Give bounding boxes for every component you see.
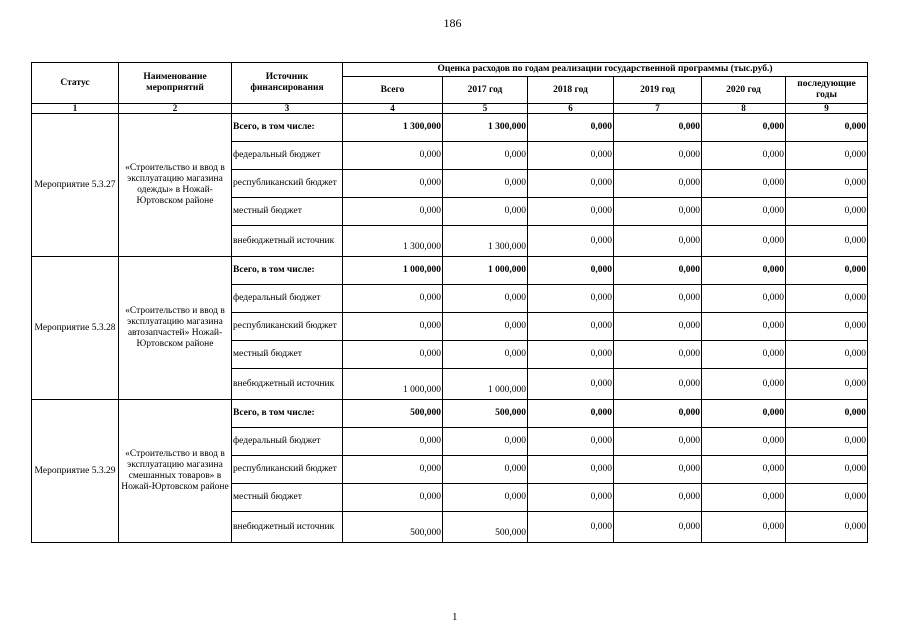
amount-cell: 0,000 [343,313,443,341]
amount-cell: 0,000 [528,313,614,341]
funding-source: Всего, в том числе: [232,400,343,428]
amount-cell: 0,000 [786,341,868,369]
amount-cell: 0,000 [443,456,528,484]
amount-cell: 1 000,000 [443,369,528,400]
amount-cell: 0,000 [786,285,868,313]
amount-cell: 0,000 [614,428,702,456]
funding-source: федеральный бюджет [232,142,343,170]
amount-cell: 0,000 [786,170,868,198]
header-later: последующие годы [786,77,868,104]
amount-cell: 0,000 [343,170,443,198]
column-number: 9 [786,104,868,114]
amount-cell: 0,000 [528,512,614,543]
amount-cell: 0,000 [786,114,868,142]
funding-source: Всего, в том числе: [232,114,343,142]
amount-cell: 500,000 [443,400,528,428]
column-number: 6 [528,104,614,114]
amount-cell: 0,000 [702,341,786,369]
amount-cell: 0,000 [702,142,786,170]
amount-cell: 0,000 [614,369,702,400]
amount-cell: 0,000 [528,369,614,400]
amount-cell: 0,000 [443,341,528,369]
budget-table [31,62,868,543]
table-row [32,114,868,142]
amount-cell: 0,000 [614,341,702,369]
amount-cell: 0,000 [702,257,786,285]
amount-cell: 0,000 [614,170,702,198]
amount-cell: 1 000,000 [343,257,443,285]
footer-mark: 1 [452,611,458,623]
amount-cell: 0,000 [343,285,443,313]
measure-status: Мероприятие 5.3.28 [32,257,119,400]
column-number: 8 [702,104,786,114]
amount-cell: 0,000 [614,484,702,512]
amount-cell: 0,000 [343,142,443,170]
amount-cell: 0,000 [702,170,786,198]
amount-cell: 0,000 [702,428,786,456]
amount-cell: 0,000 [343,456,443,484]
funding-source: местный бюджет [232,484,343,512]
amount-cell: 0,000 [702,198,786,226]
header-estimate: Оценка расходов по годам реализации государственной программы (тыс.руб.) [343,63,868,77]
amount-cell: 500,000 [343,400,443,428]
amount-cell: 0,000 [702,369,786,400]
amount-cell: 0,000 [528,400,614,428]
amount-cell: 0,000 [343,198,443,226]
amount-cell: 0,000 [786,428,868,456]
amount-cell: 0,000 [786,226,868,257]
amount-cell: 500,000 [343,512,443,543]
measure-name: «Строительство и ввод в эксплуатацию магазина автозапчастей» Ножай-Юртовском районе [119,257,232,400]
amount-cell: 0,000 [443,313,528,341]
amount-cell: 0,000 [614,114,702,142]
amount-cell: 1 000,000 [343,369,443,400]
header-2020: 2020 год [702,77,786,104]
amount-cell: 0,000 [702,114,786,142]
measure-name: «Строительство и ввод в эксплуатацию магазина одежды» в Ножай-Юртовском районе [119,114,232,257]
amount-cell: 0,000 [528,142,614,170]
funding-source: республиканский бюджет [232,313,343,341]
column-number: 7 [614,104,702,114]
amount-cell: 0,000 [702,400,786,428]
header-source: Источник финансирования [232,63,343,104]
amount-cell: 0,000 [443,142,528,170]
amount-cell: 0,000 [786,512,868,543]
amount-cell: 0,000 [443,428,528,456]
amount-cell: 0,000 [614,512,702,543]
amount-cell: 0,000 [343,428,443,456]
amount-cell: 1 300,000 [343,114,443,142]
amount-cell: 0,000 [528,484,614,512]
amount-cell: 0,000 [443,484,528,512]
amount-cell: 0,000 [786,369,868,400]
amount-cell: 0,000 [614,456,702,484]
amount-cell: 0,000 [528,456,614,484]
amount-cell: 0,000 [786,484,868,512]
page-number: 186 [443,16,462,30]
amount-cell: 0,000 [528,257,614,285]
table-row [32,257,868,285]
column-number: 2 [119,104,232,114]
measure-name: «Строительство и ввод в эксплуатацию магазина смешанных товаров» в Ножай-Юртовском районе [119,400,232,543]
amount-cell: 0,000 [614,226,702,257]
amount-cell: 1 300,000 [443,114,528,142]
amount-cell: 0,000 [786,456,868,484]
amount-cell: 0,000 [443,285,528,313]
column-number: 5 [443,104,528,114]
amount-cell: 0,000 [702,313,786,341]
amount-cell: 0,000 [528,285,614,313]
amount-cell: 0,000 [786,198,868,226]
amount-cell: 0,000 [702,285,786,313]
header-status: Статус [32,63,119,104]
amount-cell: 0,000 [528,226,614,257]
amount-cell: 0,000 [343,484,443,512]
amount-cell: 1 300,000 [443,226,528,257]
amount-cell: 0,000 [528,341,614,369]
header-2017: 2017 год [443,77,528,104]
amount-cell: 0,000 [343,341,443,369]
amount-cell: 0,000 [786,313,868,341]
amount-cell: 0,000 [614,142,702,170]
amount-cell: 0,000 [528,170,614,198]
table-body [32,114,868,543]
amount-cell: 1 300,000 [343,226,443,257]
funding-source: Всего, в том числе: [232,257,343,285]
measure-status: Мероприятие 5.3.29 [32,400,119,543]
amount-cell: 0,000 [786,142,868,170]
header-2019: 2019 год [614,77,702,104]
amount-cell: 0,000 [443,170,528,198]
amount-cell: 0,000 [528,428,614,456]
amount-cell: 0,000 [443,198,528,226]
amount-cell: 1 000,000 [443,257,528,285]
table-row [32,400,868,428]
header-name: Наименование мероприятий [119,63,232,104]
funding-source: республиканский бюджет [232,170,343,198]
amount-cell: 0,000 [702,456,786,484]
column-number: 4 [343,104,443,114]
column-number: 1 [32,104,119,114]
amount-cell: 0,000 [614,198,702,226]
amount-cell: 0,000 [528,114,614,142]
funding-source: федеральный бюджет [232,428,343,456]
funding-source: внебюджетный источник [232,512,343,543]
amount-cell: 0,000 [786,400,868,428]
amount-cell: 0,000 [614,400,702,428]
amount-cell: 0,000 [702,484,786,512]
amount-cell: 0,000 [528,198,614,226]
amount-cell: 500,000 [443,512,528,543]
funding-source: местный бюджет [232,341,343,369]
funding-source: местный бюджет [232,198,343,226]
funding-source: республиканский бюджет [232,456,343,484]
funding-source: федеральный бюджет [232,285,343,313]
column-number: 3 [232,104,343,114]
amount-cell: 0,000 [614,257,702,285]
header-2018: 2018 год [528,77,614,104]
amount-cell: 0,000 [702,226,786,257]
funding-source: внебюджетный источник [232,369,343,400]
funding-source: внебюджетный источник [232,226,343,257]
amount-cell: 0,000 [786,257,868,285]
header-total: Всего [343,77,443,104]
amount-cell: 0,000 [702,512,786,543]
amount-cell: 0,000 [614,313,702,341]
amount-cell: 0,000 [614,285,702,313]
measure-status: Мероприятие 5.3.27 [32,114,119,257]
